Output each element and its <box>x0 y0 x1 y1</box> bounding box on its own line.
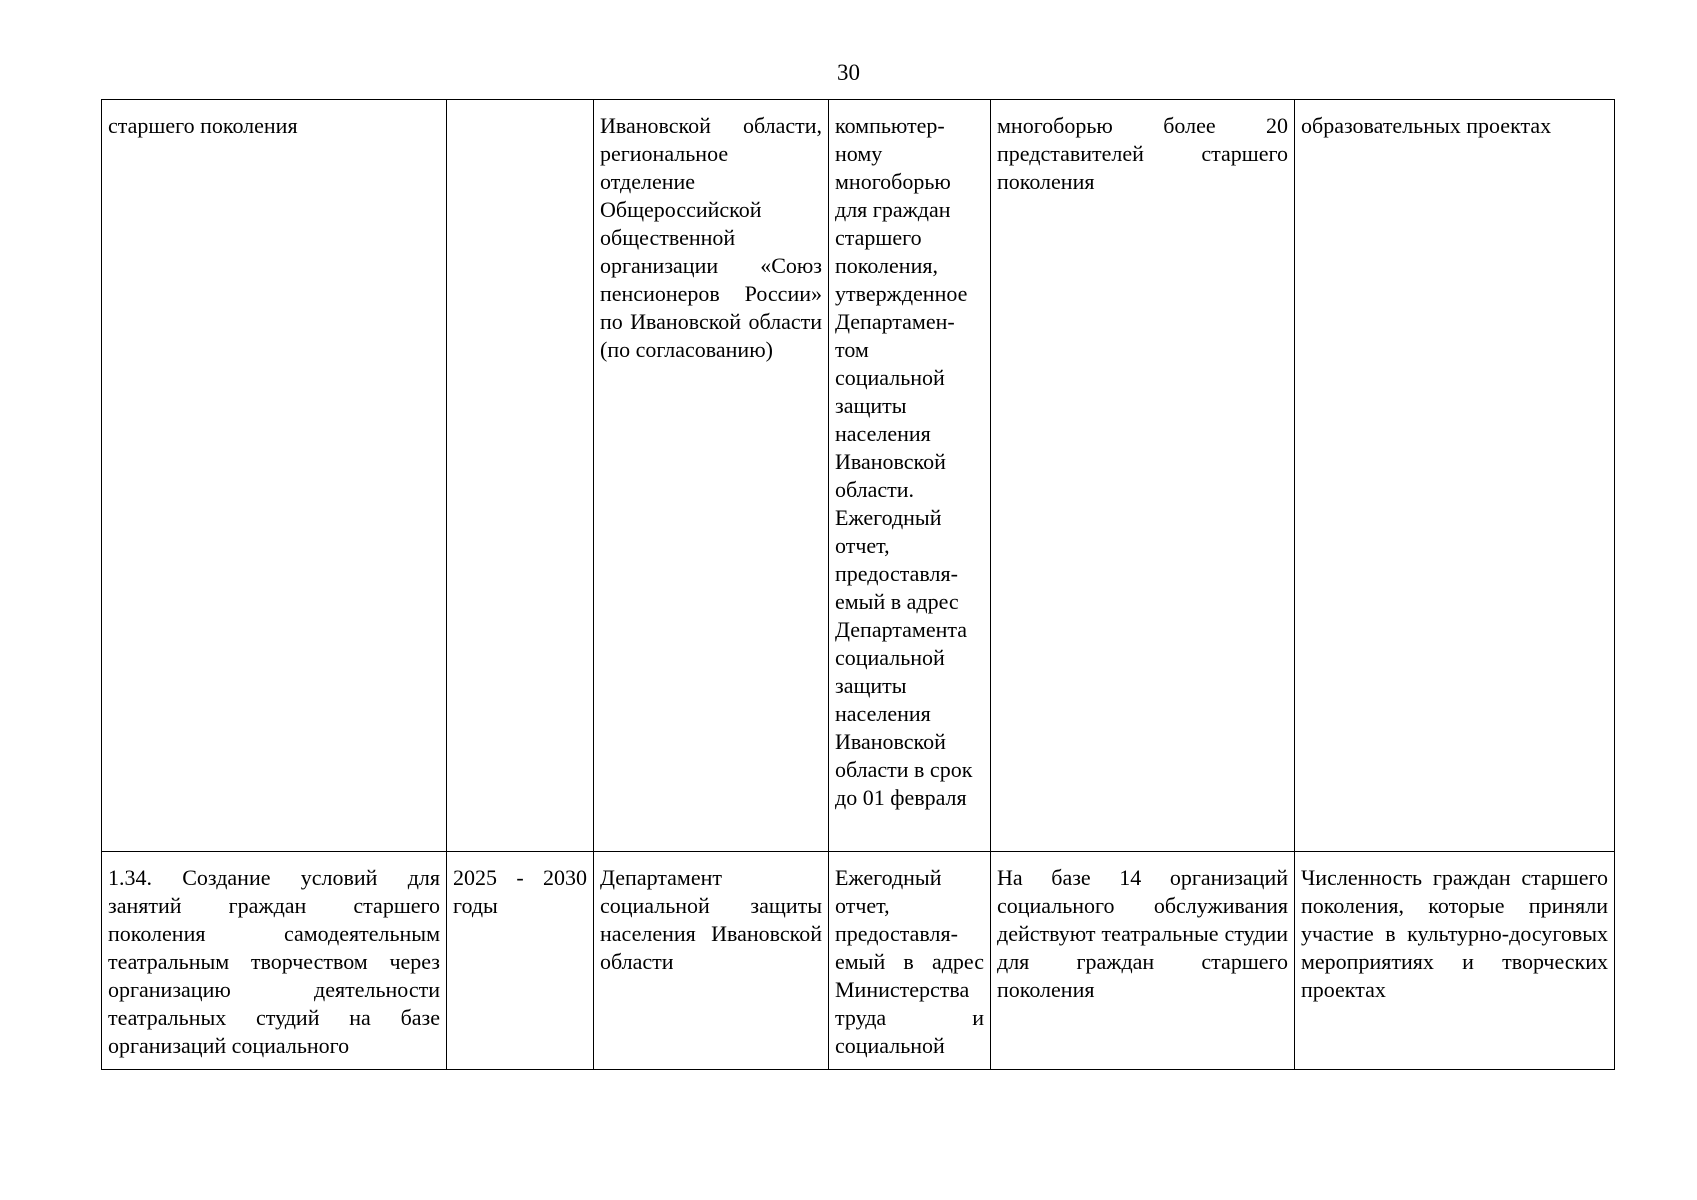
executor-text: Департамент социальной защиты населения Ивановской области <box>600 865 822 974</box>
indicator-text: Численность граждан старшего поколения, которые приняли участие в культурно-досуговых мероприятиях и творческих проектах <box>1301 865 1608 1002</box>
table-row <box>102 852 1615 1070</box>
executor-cell <box>594 852 829 1070</box>
page-number: 30 <box>837 60 860 85</box>
result-cell <box>991 852 1295 1070</box>
measure-cell <box>102 852 447 1070</box>
result-text: На базе 14 организаций социального обслуживания действуют театральные студии для граждан старшего поколения <box>997 865 1288 1002</box>
term-text: 2025 - 2030 годы <box>453 865 587 918</box>
result-cell <box>991 100 1295 852</box>
indicator-cell <box>1295 100 1615 852</box>
measure-cell <box>102 100 447 852</box>
document-cell <box>829 852 991 1070</box>
result-text: многоборью более 20 представителей старшего поколения <box>997 113 1288 194</box>
indicator-text: образовательных проектах <box>1301 113 1552 138</box>
measure-text: старшего поколения <box>108 113 298 138</box>
term-cell <box>447 100 594 852</box>
executor-cell <box>594 100 829 852</box>
table-row <box>102 100 1615 852</box>
document-text: Ежегодный отчет, предоставля-емый в адрес Министерства труда и социальной <box>835 865 984 1058</box>
measure-text: 1.34. Создание условий для занятий граждан старшего поколения самодеятельным театральным творчеством через организацию деятельности театральных студий на базе организаций социального <box>108 865 440 1058</box>
term-cell <box>447 852 594 1070</box>
executor-text: Ивановской области, региональное отделение Общероссийской общественной организации «Союз пенсионеров России» по Ивановской области (по согласованию) <box>600 113 822 362</box>
indicator-cell <box>1295 852 1615 1070</box>
measures-table <box>101 99 1615 1070</box>
document-cell <box>829 100 991 852</box>
document-text: компьютер-ному многоборью для граждан старшего поколения, утвержденное Департамен-том социальной защиты населения Ивановской области. Ежегодный отчет, предоставля-емый в адрес Департамента социальной защиты населения Ивановской области в срок до 01 февраля <box>835 113 973 810</box>
